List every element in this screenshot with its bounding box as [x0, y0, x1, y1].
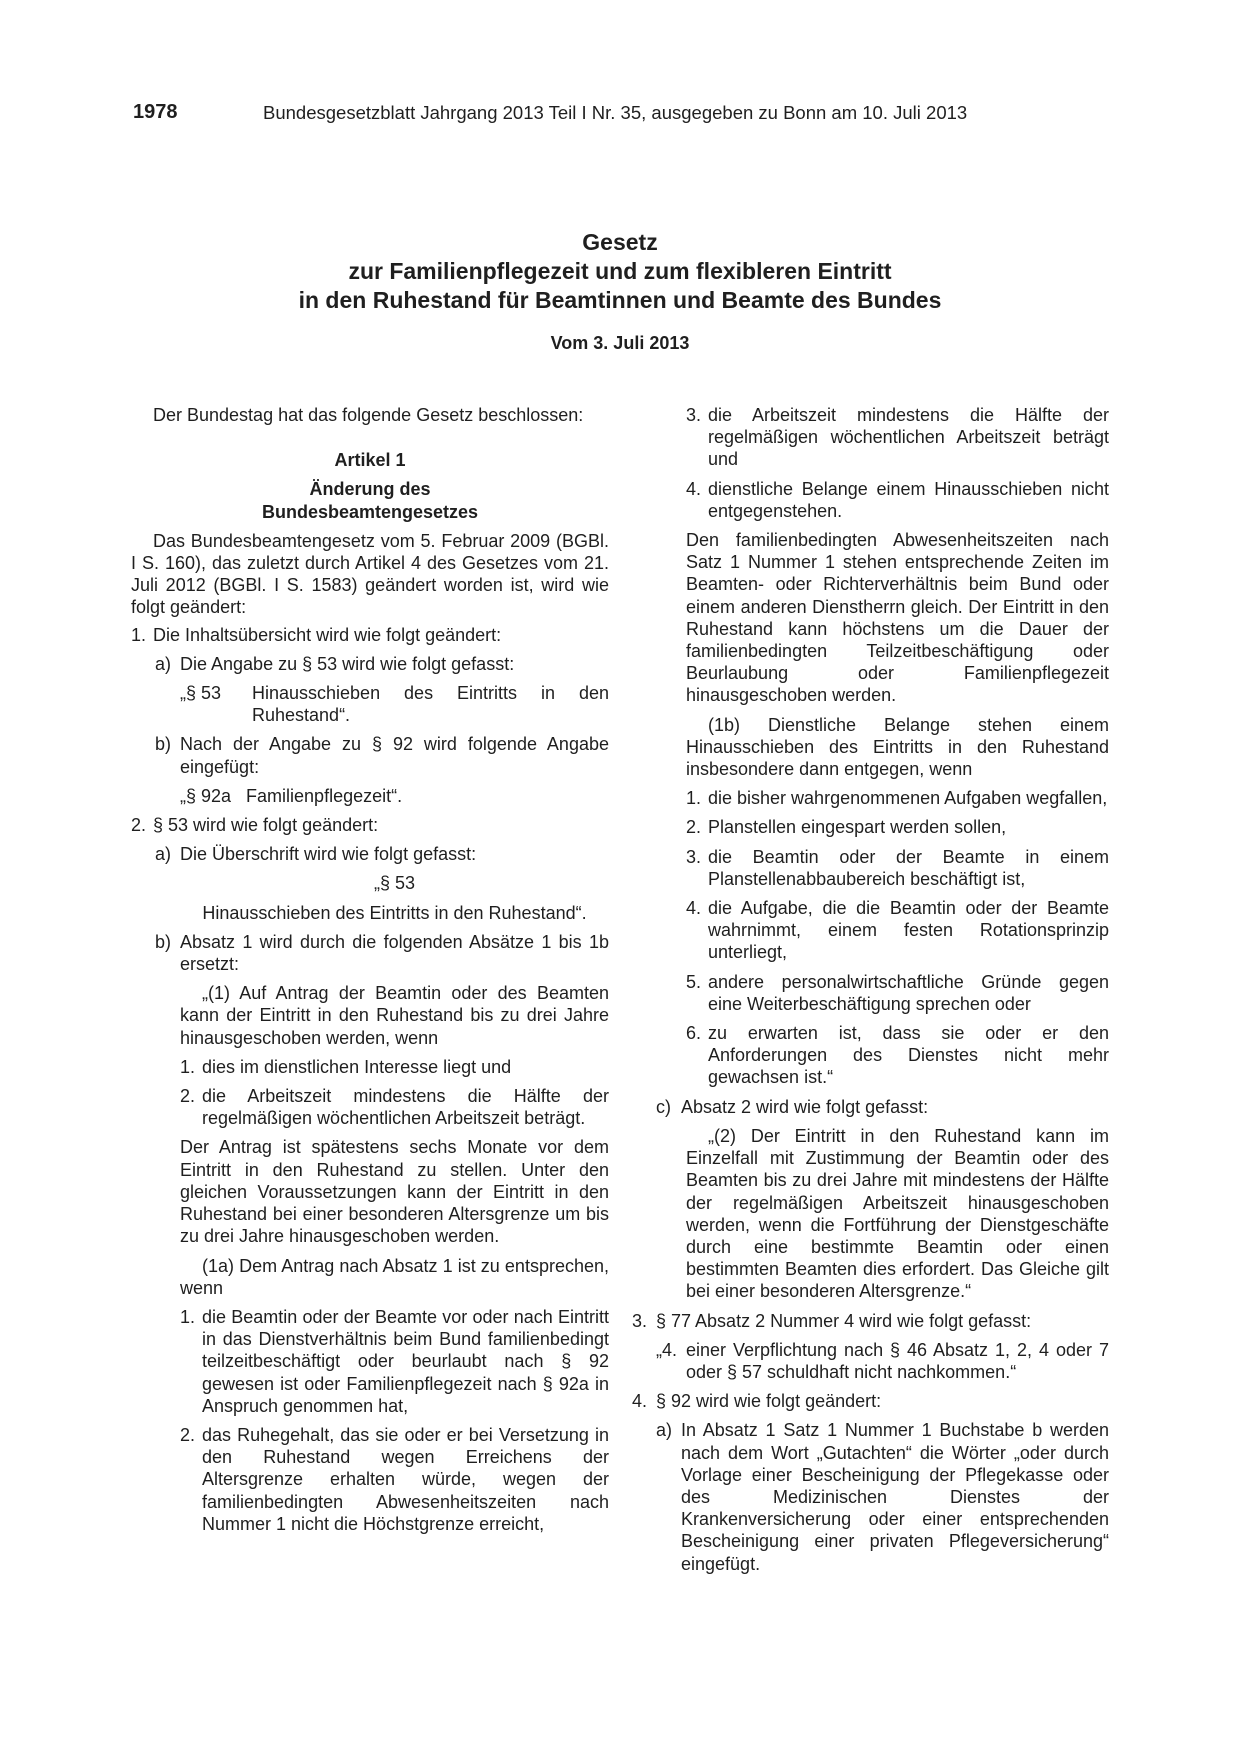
article-subtitle-1: Änderung des — [309, 479, 431, 500]
article-subtitle-2: Bundesbeamtengesetzes — [261, 501, 479, 522]
gazette-header: Bundesgesetzblatt Jahrgang 2013 Teil I Nr. 35, ausgegeben zu Bonn am 10. Juli 2013 — [263, 102, 968, 123]
paragraph: (1b) Dienstliche Belange stehen einem Hinausschieben des Eintritts in den Ruhestand insbesondere dann entgegen, wenn — [686, 714, 1109, 780]
list-item: a) Die Überschrift wird wie folgt gefasst: — [155, 844, 477, 865]
list-item: c) Absatz 2 wird wie folgt gefasst: — [656, 1096, 929, 1117]
list-item: 1. Die Inhaltsübersicht wird wie folgt geändert: — [131, 624, 502, 645]
list-item: 1. die Beamtin oder der Beamte vor oder nach Eintritt in das Dienstverhältnis beim Bund familienbedingt teilzeitbeschäftigt oder beurlaubt nach § 92 gewesen ist oder Familienpflegezeit nach § 92a in Anspruch genommen hat, — [180, 1306, 609, 1416]
list-item: „4. einer Verpflichtung nach § 46 Absatz 1, 2, 4 oder 7 oder § 57 schuldhaft nicht nachkommen.“ — [656, 1339, 1109, 1382]
paragraph: „(2) Der Eintritt in den Ruhestand kann im Einzelfall mit Zustimmung der Beamtin oder des Beamten bis zu drei Jahre mit mindestens der Hälfte der regelmäßigen Arbeitszeit hinausgeschoben werden, wenn die Fortführung der Dienstgeschäfte durch eine bestimmte Beamtin oder einen bestimmten Beamten dies erfordert. Das Gleiche gilt bei einer besonderen Altersgrenze.“ — [686, 1125, 1109, 1302]
paragraph: Den familienbedingten Abwesenheitszeiten nach Satz 1 Nummer 1 stehen entsprechende Zeiten im Beamten- oder Richterverhältnis beim Bund oder einem anderen Dienstherrn gleich. Der Eintritt in den Ruhestand kann höchstens um die Dauer der familienbedingten Teilzeitbeschäftigung oder Beurlaubung oder Familienpflegezeit hinausgeschoben werden. — [686, 530, 1109, 706]
title-line-1: Gesetz — [582, 229, 658, 255]
page-header — [133, 101, 1113, 131]
list-item: 5. andere personalwirtschaftliche Gründe gegen eine Weiterbeschäftigung sprechen oder — [686, 971, 1109, 1014]
paragraph: „(1) Auf Antrag der Beamtin oder des Beamten kann der Eintritt in den Ruhestand bis zu drei Jahre hinausgeschoben werden, wenn — [180, 983, 609, 1048]
page-number: 1978 — [133, 101, 178, 123]
law-date: Vom 3. Juli 2013 — [550, 333, 690, 353]
law-title — [133, 228, 1107, 315]
list-item: 1. dies im dienstlichen Interesse liegt und — [180, 1056, 512, 1077]
list-item: 1. die bisher wahrgenommenen Aufgaben wegfallen, — [686, 788, 1108, 809]
title-line-3: in den Ruhestand für Beamtinnen und Beamte des Bundes — [298, 287, 942, 313]
list-item: 4. § 92 wird wie folgt geändert: — [632, 1391, 882, 1412]
quoted-entry: „§ 92a Familienpflegezeit“. — [180, 785, 403, 806]
list-item: 3. § 77 Absatz 2 Nummer 4 wird wie folgt gefasst: — [632, 1310, 1032, 1331]
section-heading-title: Hinausschieben des Eintritts in den Ruhestand“. — [202, 902, 587, 923]
list-item: 4. die Aufgabe, die die Beamtin oder der Beamte wahrnimmt, einem festen Rotationsprinzip unterliegt, — [686, 898, 1109, 963]
left-column — [131, 404, 609, 1535]
list-item: 3. die Arbeitszeit mindestens die Hälfte der regelmäßigen wöchentlichen Arbeitszeit beträgt und — [686, 405, 1109, 470]
list-item: 2. die Arbeitszeit mindestens die Hälfte der regelmäßigen wöchentlichen Arbeitszeit beträgt. — [180, 1086, 609, 1129]
intro-paragraph: Der Bundestag hat das folgende Gesetz beschlossen: — [153, 405, 584, 425]
list-item: b) Absatz 1 wird durch die folgenden Absätze 1 bis 1b ersetzt: — [155, 931, 609, 975]
list-item: „§ 53 Hinausschieben des Eintritts in den Ruhestand“. — [180, 683, 609, 726]
list-item: b) Nach der Angabe zu § 92 wird folgende Angabe eingefügt: — [155, 734, 609, 777]
list-item: 2. das Ruhegehalt, das sie oder er bei Versetzung in den Ruhestand wegen Erreichens der Altersgrenze erhalten würde, wegen der familienbedingten Abwesenheitszeiten nach Nummer 1 nicht die Höchstgrenze erreicht, — [180, 1424, 609, 1534]
list-item: 6. zu erwarten ist, dass sie oder er den Anforderungen des Dienstes nicht mehr gewachsen ist.“ — [686, 1023, 1109, 1088]
title-line-2: zur Familienpflegezeit und zum flexibleren Eintritt — [348, 258, 892, 284]
list-item: a) In Absatz 1 Satz 1 Nummer 1 Buchstabe b werden nach dem Wort „Gutachten“ die Wörter „oder durch Vorlage einer Bescheinigung der Pflegekasse oder des Medizinischen Dienstes der Krankenversicherung oder einer entsprechenden Bescheinigung einer privaten Pflegeversicherung“ eingefügt. — [656, 1420, 1109, 1574]
right-column — [632, 404, 1109, 1575]
preamble-paragraph: Das Bundesbeamtengesetz vom 5. Februar 2009 (BGBl. I S. 160), das zuletzt durch Artikel 4 des Gesetzes vom 21. Juli 2012 (BGBl. I S. 1583) geändert worden ist, wird wie folgt geändert: — [131, 530, 609, 618]
list-item: 4. dienstliche Belange einem Hinausschieben nicht entgegenstehen. — [686, 478, 1109, 521]
list-item: 2. Planstellen eingespart werden sollen, — [686, 817, 1007, 838]
paragraph: Der Antrag ist spätestens sechs Monate vor dem Eintritt in den Ruhestand zu stellen. Unter den gleichen Voraussetzungen kann der Eintritt in den Ruhestand bei einer besonderen Altersgrenze um bis zu drei Jahre hinausgeschoben werden. — [180, 1137, 609, 1247]
list-item: 2. § 53 wird wie folgt geändert: — [131, 815, 379, 836]
list-item: 3. die Beamtin oder der Beamte in einem Planstellenabbaubereich beschäftigt ist, — [686, 846, 1109, 889]
paragraph: (1a) Dem Antrag nach Absatz 1 ist zu entsprechen, wenn — [180, 1255, 609, 1298]
list-item: a) Die Angabe zu § 53 wird wie folgt gefasst: — [155, 653, 515, 674]
article-title: Artikel 1 — [334, 450, 406, 471]
section-heading: „§ 53 — [373, 873, 416, 894]
